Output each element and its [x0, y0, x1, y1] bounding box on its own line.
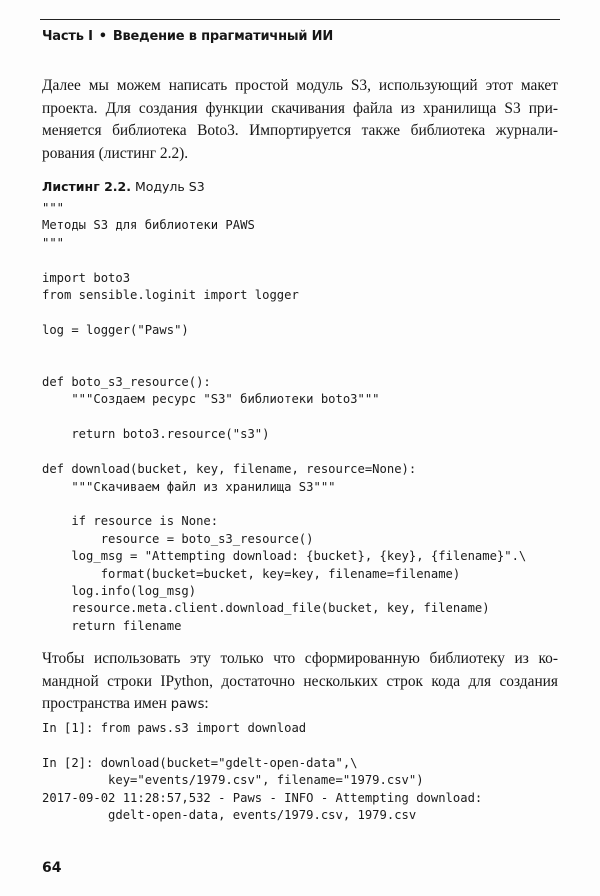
ipython-input-1: In [1]: from paws.s3 import download	[42, 721, 307, 735]
inline-code: paws	[170, 697, 205, 713]
paragraph-line: проекта. Для создания функции скачивания файла из хранилища S3 при-	[42, 99, 558, 117]
header-title: Введение в прагматичный ИИ	[112, 29, 334, 44]
paragraph-line: мандной строки IPython, достаточно нескольких строк кода для создания	[42, 672, 558, 690]
paragraph-intro	[42, 75, 558, 165]
code-listing: """ Методы S3 для библиотеки PAWS """ import boto3 from sensible.loginit import logger log = logger("Paws") def boto_s3_resource(): """Создаем ресурс "S3" библиотеки boto3""" return boto3.resource("s3") def download(bucket, key, filename, resource=None): """Скачиваем файл из хранилища S3""" if resource is None: resource = boto_s3_resource() log_msg = "Attempting download: {bucket}, {key}, {filename}".\ format(bucket=bucket, key=key, filename=filename) log.info(log_msg) resource.meta.client.download_file(bucket, key, filename) return filename	[42, 201, 527, 633]
listing-label: Листинг 2.2.	[42, 179, 131, 194]
page-number: 64	[42, 860, 62, 876]
paragraph-text: пространства имен	[42, 695, 171, 713]
paragraph-usage	[42, 648, 558, 717]
ipython-input-2: In [2]: download(bucket="gdelt-open-data",\ key="events/1979.csv", filename="1979.csv") 2017-09-02 11:28:57,532 - Paws - INFO - Attempting download: gdelt-open-data, events/1979.csv, 1979.csv	[42, 756, 483, 823]
paragraph-line	[42, 693, 558, 717]
listing-title: Модуль S3	[134, 179, 205, 194]
header-rule	[40, 19, 560, 20]
listing-caption	[42, 179, 205, 194]
paragraph-text: :	[204, 695, 209, 713]
running-head	[42, 29, 333, 44]
header-part: Часть I	[42, 29, 93, 44]
header-separator: •	[98, 29, 107, 44]
paragraph-line: рования (листинг 2.2).	[42, 144, 189, 162]
paragraph-line: Чтобы использовать эту только что сформированную библиотеку из ко-	[42, 650, 558, 667]
paragraph-line: Далее мы можем написать простой модуль S3, использующий этот макет	[42, 77, 558, 94]
paragraph-line: меняется библиотека Boto3. Импортируется также библиотека журнали-	[42, 122, 558, 140]
